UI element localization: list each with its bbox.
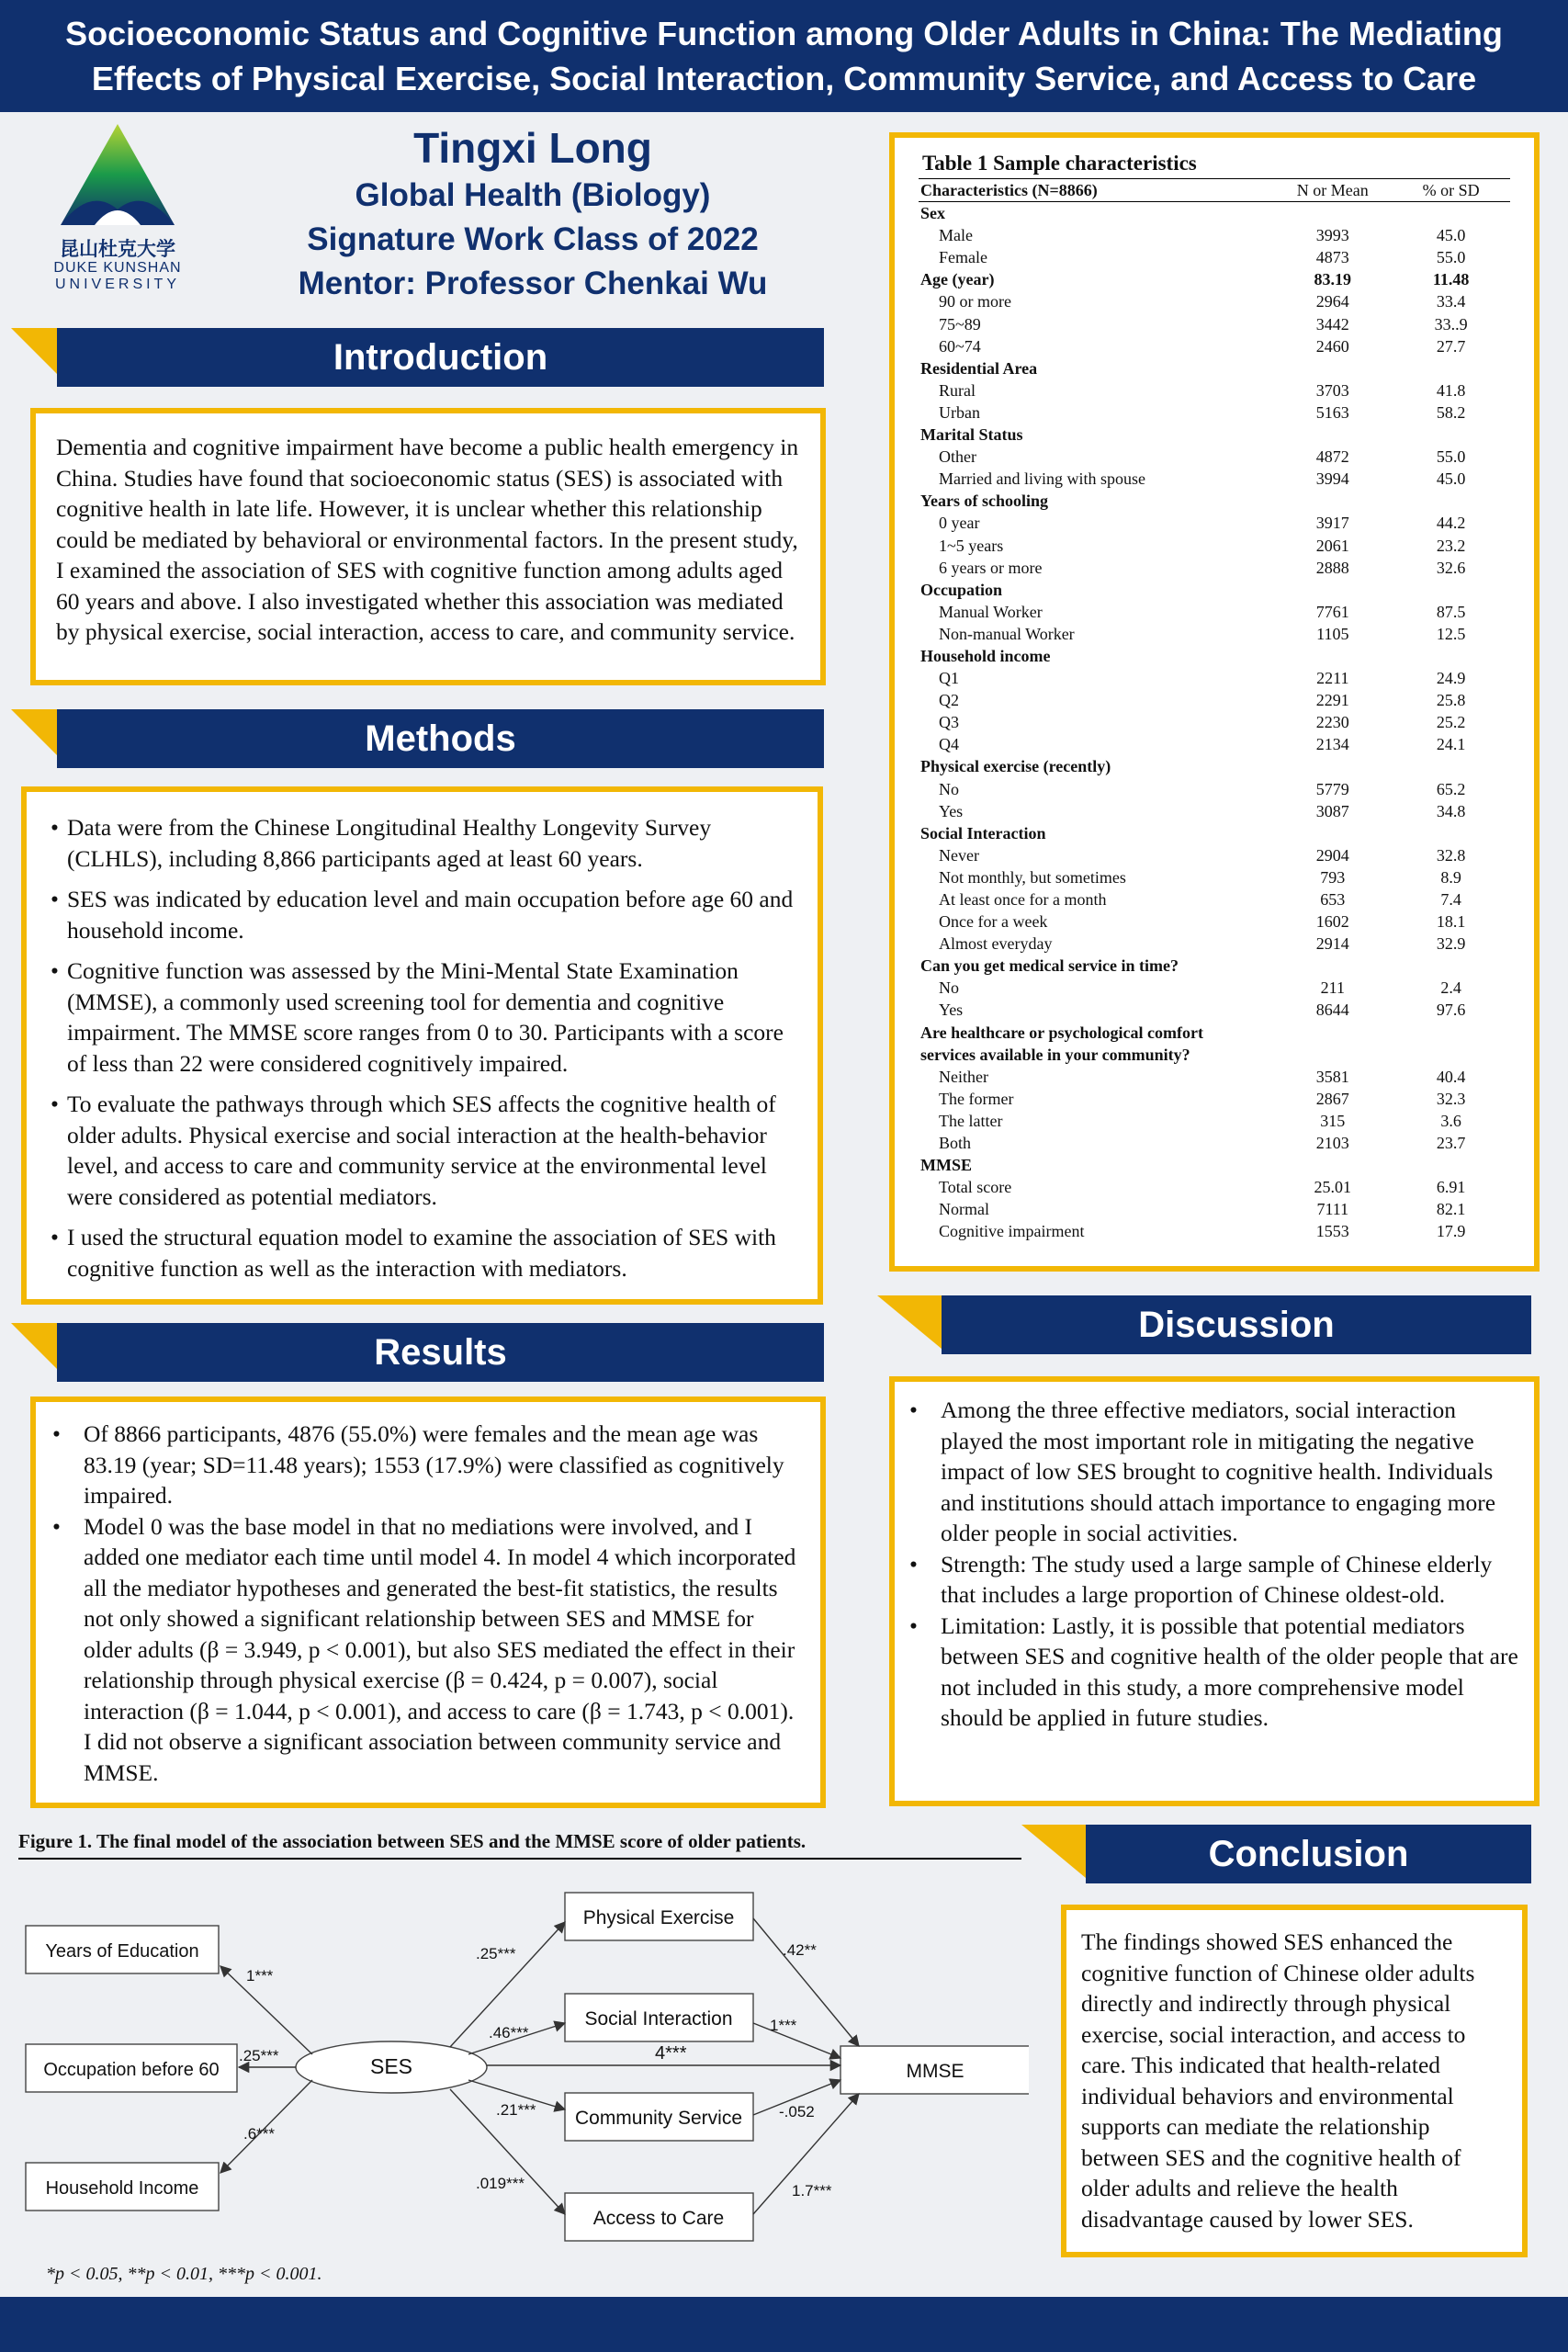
university-logo (44, 122, 191, 315)
table-cell: 6.91 (1436, 1178, 1466, 1197)
table-cell: 3993 (1315, 226, 1349, 245)
table-cell: 45.0 (1436, 469, 1466, 489)
table-cell: Married and living with spouse (939, 469, 1145, 489)
table-cell (1273, 1154, 1392, 1176)
table-cell (1392, 755, 1510, 777)
table-row (919, 778, 1510, 800)
table-cell: 6 years or more (939, 558, 1043, 577)
table-cell: 24.9 (1436, 669, 1466, 688)
methods-bullet: • I used the structural equation model to examine the association of SES with cognitive function as well as the interaction with mediators. (51, 1222, 805, 1283)
table-cell: 2061 (1315, 536, 1349, 555)
header-triangle-icon (877, 1295, 942, 1349)
table-cell: Cognitive impairment (939, 1222, 1085, 1241)
table-cell: Both (939, 1134, 972, 1153)
table-cell: Almost everyday (939, 934, 1053, 954)
coef-label: 1.7*** (792, 2182, 832, 2199)
table-cell: 1~5 years (939, 536, 1004, 555)
methods-header (11, 709, 824, 768)
table-cell (1392, 490, 1510, 512)
table-row (919, 1176, 1510, 1198)
discussion-heading: Discussion (942, 1295, 1531, 1354)
table-cell: 7761 (1315, 602, 1349, 621)
table-row (919, 667, 1510, 689)
table-cell: 34.8 (1436, 801, 1466, 820)
table-cell (1392, 1022, 1510, 1044)
table-row (919, 933, 1510, 955)
node-label: Physical Exercise (582, 1907, 735, 1928)
table-cell: 65.2 (1436, 779, 1466, 798)
table-cell: Once for a week (939, 912, 1048, 932)
table-category-row (919, 268, 1510, 290)
node-label: MMSE (906, 2061, 964, 2082)
table-row (919, 446, 1510, 468)
table-cell (1392, 1044, 1510, 1066)
table-row (919, 844, 1510, 866)
table-cell: At least once for a month (939, 890, 1107, 909)
table-cell: 7.4 (1440, 890, 1461, 909)
table-cell: 2904 (1315, 845, 1349, 865)
table-cell: 33..9 (1434, 314, 1468, 334)
table-row (919, 689, 1510, 711)
table-cell: 2888 (1315, 558, 1349, 577)
table-row (919, 910, 1510, 933)
table-cell (1273, 755, 1392, 777)
table-cell: 5779 (1315, 779, 1349, 798)
table-row (919, 512, 1510, 534)
table-header-cell: N or Mean (1273, 179, 1392, 202)
table-category-row (919, 645, 1510, 667)
table-cell: 2.4 (1440, 978, 1461, 998)
header-triangle-icon (11, 1323, 57, 1369)
table-cell: Q1 (939, 669, 959, 688)
table-category-row (919, 822, 1510, 844)
table-cell: 27.7 (1436, 336, 1466, 356)
table-cell (1273, 822, 1392, 844)
table-cell: 0 year (939, 514, 980, 533)
figure1-footnote: *p < 0.05, **p < 0.01, ***p < 0.001. (46, 2264, 322, 2284)
table-cell: 2230 (1315, 713, 1349, 732)
methods-bullet: • Cognitive function was assessed by the Mini-Mental State Examination (MMSE), a commonly used screening tool for dementia and cognitive impairment. The MMSE score ranges from 0 to 30. Participants with a score of less than 22 were considered cognitively impaired. (51, 956, 805, 1079)
table-cell: Can you get medical service in time? (920, 956, 1179, 976)
table-row (919, 246, 1510, 268)
node-label: Years of Education (45, 1941, 199, 1962)
sample-characteristics-table (919, 178, 1510, 1243)
table-cell: 3994 (1315, 469, 1349, 489)
conclusion-header (1021, 1825, 1531, 1883)
table-cell: Age (year) (920, 270, 995, 289)
author-program: Global Health (Biology) (355, 177, 711, 213)
table-cell: Household income (920, 646, 1051, 665)
table-cell: Q3 (939, 713, 959, 732)
table-cell: 18.1 (1436, 912, 1466, 932)
conclusion-text: The findings showed SES enhanced the cognitive function of Chinese older adults directly and indirectly through physical exercise, social interaction, and access to care. This indicated that health-related individual behaviors and environmental supports can mediate the relationship between SES and the cognitive health of older adults and relieve the health disadvantage caused by lower SES. (1081, 1928, 1475, 2233)
table-cell: 24.1 (1436, 735, 1466, 754)
table-cell: MMSE (920, 1156, 972, 1175)
table-cell (1273, 490, 1392, 512)
methods-list (51, 812, 805, 1283)
table-cell (1273, 579, 1392, 601)
table1-caption: Table 1 Sample characteristics (922, 152, 1197, 175)
discussion-bullet: • Among the three effective mediators, social interaction played the most important role in mitigating the negative impact of low SES brought to cognitive health. Individuals and institutions should attach importance to engaging more older people in social activities. (906, 1395, 1521, 1549)
table-cell: 3917 (1315, 514, 1349, 533)
table-cell: Manual Worker (939, 602, 1043, 621)
table-cell: 32.8 (1436, 845, 1466, 865)
results-header (11, 1323, 824, 1382)
table-category-row (919, 955, 1510, 977)
methods-heading: Methods (57, 709, 824, 768)
table-header-cell: % or SD (1392, 179, 1510, 202)
table-cell: 8.9 (1440, 867, 1461, 887)
table-cell: 7111 (1316, 1200, 1349, 1219)
results-box (30, 1396, 826, 1808)
table-category-row (919, 490, 1510, 512)
table-cell: 4873 (1315, 248, 1349, 267)
table-cell: Sex (920, 204, 945, 223)
table-cell: 653 (1320, 890, 1346, 909)
table-cell: 2134 (1315, 735, 1349, 754)
table-cell: 32.3 (1436, 1089, 1466, 1108)
results-bullet: • Of 8866 participants, 4876 (55.0%) were females and the mean age was 83.19 (year; SD=11.48 years); 1553 (17.9%) were classified as cognitively impaired. (49, 1419, 807, 1511)
node-label: Community Service (574, 2108, 743, 2129)
introduction-text: Dementia and cognitive impairment have become a public health emergency in China. Studies have found that socioeconomic status (SES) is associated with cognitive health in late life. However, it is unclear whether this relationship could be mediated by behavioral or environmental factors. In the present study, I examined the association of SES with cognitive function among adults aged 60 years and above. I also investigated whether this association was mediated by physical exercise, social interaction, access to care, and community service. (56, 434, 799, 645)
table-cell: Physical exercise (recently) (920, 757, 1111, 776)
table-cell: 3087 (1315, 801, 1349, 820)
table-cell: 45.0 (1436, 226, 1466, 245)
table-category-row (919, 424, 1510, 446)
table-cell: 315 (1320, 1111, 1346, 1130)
table-category-row (919, 1044, 1510, 1066)
node-label: Social Interaction (584, 2008, 733, 2030)
table-cell: 17.9 (1436, 1222, 1466, 1241)
table-cell: 3442 (1315, 314, 1349, 334)
results-list (49, 1419, 807, 1788)
discussion-box (889, 1376, 1540, 1806)
table-row (919, 733, 1510, 755)
table-row (919, 1220, 1510, 1242)
figure1-caption: Figure 1. The final model of the association between SES and the MMSE score of older patients. (18, 1828, 1021, 1860)
table-row (919, 1110, 1510, 1132)
table-cell (1392, 1154, 1510, 1176)
table-cell: 2460 (1315, 336, 1349, 356)
coef-label: .46*** (489, 2024, 529, 2041)
coef-label: 4*** (655, 2043, 687, 2064)
introduction-header (11, 328, 824, 387)
table-row (919, 290, 1510, 312)
table-cell: 8644 (1315, 1001, 1349, 1020)
coef-label: .019*** (476, 2175, 525, 2192)
table-cell: 4872 (1315, 447, 1349, 467)
table-row (919, 623, 1510, 645)
table-cell: No (939, 779, 959, 798)
introduction-heading: Introduction (57, 328, 824, 387)
table-row (919, 601, 1510, 623)
table-cell: Yes (939, 1001, 964, 1020)
table-cell (1273, 357, 1392, 379)
discussion-bullet: • Strength: The study used a large sample of Chinese elderly that includes a large proportion of Chinese oldest-old. (906, 1549, 1521, 1611)
table-cell: Marital Status (920, 425, 1023, 445)
table-header-cell: Characteristics (N=8866) (919, 179, 1273, 202)
table-category-row (919, 202, 1510, 225)
table-cell: Rural (939, 380, 976, 400)
table-row (919, 977, 1510, 999)
table-row (919, 224, 1510, 246)
coef-label: -.052 (779, 2103, 815, 2120)
coef-label: .25*** (239, 2047, 279, 2064)
table-cell: The former (939, 1089, 1014, 1108)
table-cell: 41.8 (1436, 380, 1466, 400)
results-bullet: • Model 0 was the base model in that no mediations were involved, and I added one mediator each time until model 4. In model 4 which incorporated all the mediator hypotheses and generated the best-fit statistics, the results not only showed a significant relationship between SES and MMSE for older adults (β = 3.949, p < 0.001), but also SES mediated the effect in their relationship through physical exercise (β = 0.424, p = 0.007), social interaction (β = 1.044, p < 0.001), and access to care (β = 1.743, p < 0.001). I did not observe a significant association between community service and MMSE. (49, 1511, 807, 1789)
node-label: Occupation before 60 (43, 2060, 220, 2080)
table-row (919, 335, 1510, 357)
table-row (919, 999, 1510, 1021)
table-cell (1273, 424, 1392, 446)
table-cell: 60~74 (939, 336, 981, 356)
table-cell: 3.6 (1440, 1111, 1461, 1130)
table-cell: 25.01 (1314, 1178, 1352, 1197)
table-cell: Total score (939, 1178, 1012, 1197)
table-cell: Female (939, 248, 987, 267)
table-cell: Never (939, 845, 979, 865)
table-cell (1392, 955, 1510, 977)
discussion-header (877, 1295, 1531, 1354)
table-category-row (919, 1154, 1510, 1176)
table-cell: 97.6 (1436, 1001, 1466, 1020)
table-cell: 32.9 (1436, 934, 1466, 954)
table-cell: 33.4 (1436, 292, 1466, 311)
methods-bullet: • Data were from the Chinese Longitudinal Healthy Longevity Survey (CLHLS), including 8,866 participants aged at least 60 years. (51, 812, 805, 874)
table-row (919, 800, 1510, 822)
table-cell: 2291 (1315, 691, 1349, 710)
conclusion-heading: Conclusion (1086, 1825, 1531, 1883)
table-cell: Q4 (939, 735, 959, 754)
table-cell: Social Interaction (920, 823, 1046, 842)
table-cell: 12.5 (1436, 624, 1466, 643)
author-name: Tingxi Long (413, 124, 652, 172)
table-row (919, 468, 1510, 490)
table-cell: Not monthly, but sometimes (939, 867, 1126, 887)
table-category-row (919, 357, 1510, 379)
table-row (919, 888, 1510, 910)
table-cell: 87.5 (1436, 602, 1466, 621)
table-category-row (919, 579, 1510, 601)
table-cell (1273, 202, 1392, 225)
table-cell: 55.0 (1436, 248, 1466, 267)
coef-label: .21*** (496, 2101, 536, 2119)
coef-label: .6*** (243, 2125, 276, 2143)
table-cell: 2211 (1316, 669, 1349, 688)
table-cell: 2867 (1315, 1089, 1349, 1108)
table-cell: 55.0 (1436, 447, 1466, 467)
table-row (919, 711, 1510, 733)
table-cell (1392, 424, 1510, 446)
table-cell (1273, 955, 1392, 977)
bottom-banner (0, 2297, 1568, 2352)
table-cell: 44.2 (1436, 514, 1466, 533)
header-triangle-icon (1021, 1825, 1086, 1878)
table-row (919, 379, 1510, 401)
table-row (919, 1066, 1510, 1088)
poster-title-line1: Socioeconomic Status and Cognitive Function among Older Adults in China: The Mediating (65, 15, 1503, 52)
author-class: Signature Work Class of 2022 (307, 221, 759, 257)
table-cell: 1553 (1315, 1222, 1349, 1241)
table-cell: No (939, 978, 959, 998)
table-cell: 82.1 (1436, 1200, 1466, 1219)
methods-bullet: • SES was indicated by education level and main occupation before age 60 and household income. (51, 884, 805, 945)
table-cell (1273, 645, 1392, 667)
table-category-row (919, 755, 1510, 777)
table-row (919, 866, 1510, 888)
logo-mountain-icon (44, 122, 191, 228)
table-row (919, 401, 1510, 424)
table-cell: 1105 (1316, 624, 1349, 643)
table-cell: 32.6 (1436, 558, 1466, 577)
author-block (216, 122, 850, 306)
coef-label: 1*** (246, 1967, 274, 1984)
table-cell: 793 (1320, 867, 1346, 887)
table-category-row (919, 1022, 1510, 1044)
table-cell: Non-manual Worker (939, 624, 1075, 643)
logo-text-en1: DUKE KUNSHAN (53, 260, 182, 276)
header-triangle-icon (11, 709, 57, 755)
table-cell: 3703 (1315, 380, 1349, 400)
table-row (919, 1132, 1510, 1154)
logo-text-chinese: 昆山杜克大学 (60, 238, 175, 260)
introduction-box (30, 408, 826, 685)
table-cell: 5163 (1315, 402, 1349, 422)
coef-label: .42** (783, 1941, 817, 1959)
table-cell: 58.2 (1436, 402, 1466, 422)
title-banner (0, 0, 1568, 112)
table-cell: 40.4 (1436, 1067, 1466, 1086)
table-cell: 90 or more (939, 292, 1011, 311)
table-cell: Neither (939, 1067, 988, 1086)
table-cell (1392, 645, 1510, 667)
table-cell: 83.19 (1314, 270, 1352, 289)
table-cell: Q2 (939, 691, 959, 710)
logo-text-en2: UNIVERSITY (54, 277, 180, 292)
table-cell: 25.2 (1436, 713, 1466, 732)
table-cell: 23.2 (1436, 536, 1466, 555)
methods-bullet: • To evaluate the pathways through which SES affects the cognitive health of older adults. Physical exercise and social interaction at the health-behavior level, and access to care and community service at the environmental level were considered as potential mediators. (51, 1089, 805, 1212)
table-cell: 23.7 (1436, 1134, 1466, 1153)
table-cell: The latter (939, 1111, 1003, 1130)
table-cell (1392, 579, 1510, 601)
discussion-list (906, 1395, 1521, 1734)
table-row (919, 313, 1510, 335)
table-cell: 1602 (1315, 912, 1349, 932)
node-label: SES (369, 2054, 413, 2078)
table-cell (1392, 202, 1510, 225)
node-label: Household Income (45, 2178, 199, 2199)
table-cell (1273, 1022, 1392, 1044)
table-cell: 2964 (1315, 292, 1349, 311)
table-cell: Other (939, 447, 976, 467)
table-cell: Normal (939, 1200, 989, 1219)
coef-label: 1*** (770, 2017, 797, 2034)
figure1-path-diagram (18, 1874, 1029, 2269)
table-row (919, 1088, 1510, 1110)
table-cell: Male (939, 226, 973, 245)
table-cell: 2103 (1315, 1134, 1349, 1153)
table-cell: 211 (1320, 978, 1345, 998)
table-cell: 11.48 (1432, 270, 1470, 289)
table-cell: 3581 (1315, 1067, 1349, 1086)
table-row (919, 557, 1510, 579)
table-row (919, 1198, 1510, 1220)
node-label: Access to Care (592, 2208, 725, 2229)
table-row (919, 535, 1510, 557)
table-cell: Occupation (920, 580, 1003, 599)
header-triangle-icon (11, 328, 57, 374)
table-cell: 25.8 (1436, 691, 1466, 710)
table-header-row (919, 179, 1510, 202)
methods-box (21, 786, 823, 1305)
results-heading: Results (57, 1323, 824, 1382)
table-cell: 2914 (1315, 934, 1349, 954)
table-cell: Residential Area (920, 358, 1038, 378)
table-cell: Urban (939, 402, 980, 422)
table-cell: services available in your community? (920, 1045, 1190, 1064)
poster-title-line2: Effects of Physical Exercise, Social Interaction, Community Service, and Access to Care (91, 60, 1477, 97)
table-cell (1392, 357, 1510, 379)
table-cell: Are healthcare or psychological comfort (920, 1023, 1203, 1042)
discussion-bullet: • Limitation: Lastly, it is possible that potential mediators between SES and cognitive health of the older people that are not included in this study, a more comprehensive model should be applied in future studies. (906, 1611, 1521, 1734)
coef-label: .25*** (476, 1945, 516, 1962)
table-cell: Yes (939, 801, 964, 820)
table-cell: Years of schooling (920, 492, 1048, 511)
conclusion-box (1061, 1905, 1528, 2257)
table-cell (1273, 1044, 1392, 1066)
author-mentor: Mentor: Professor Chenkai Wu (298, 266, 768, 301)
table-cell: 75~89 (939, 314, 981, 334)
table1-box (889, 132, 1540, 1272)
path-si-mmse (753, 2023, 840, 2058)
table-cell (1392, 822, 1510, 844)
